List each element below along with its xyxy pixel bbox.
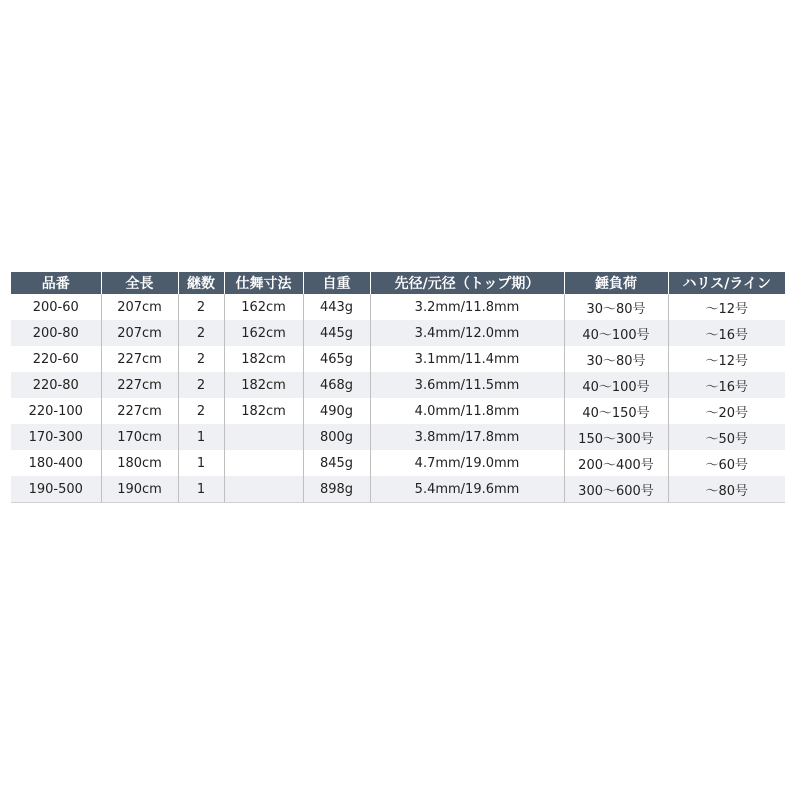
cell-part-number: 200-80: [11, 320, 101, 346]
table-row: [11, 476, 785, 503]
cell-total-length: 170cm: [101, 424, 178, 450]
cell-sinker-load: 40～100号: [564, 320, 668, 346]
header-cell-weight: 自重: [303, 272, 370, 294]
cell-diameter: 3.1mm/11.4mm: [370, 346, 564, 372]
cell-sinker-load: 150～300号: [564, 424, 668, 450]
cell-diameter: 3.2mm/11.8mm: [370, 294, 564, 320]
cell-line: ～60号: [668, 450, 785, 476]
cell-weight: 490g: [303, 398, 370, 424]
cell-line: ～50号: [668, 424, 785, 450]
cell-sections: 2: [178, 346, 224, 372]
header-cell-line: ハリス/ライン: [668, 272, 785, 294]
header-cell-sinker-load: 錘負荷: [564, 272, 668, 294]
header-cell-total-length: 全長: [101, 272, 178, 294]
spec-table: [11, 272, 785, 503]
cell-total-length: 207cm: [101, 294, 178, 320]
cell-closed-length: [224, 476, 303, 503]
cell-line: ～80号: [668, 476, 785, 503]
cell-diameter: 3.8mm/17.8mm: [370, 424, 564, 450]
cell-closed-length: 182cm: [224, 372, 303, 398]
cell-total-length: 180cm: [101, 450, 178, 476]
cell-line: ～16号: [668, 320, 785, 346]
cell-part-number: 170-300: [11, 424, 101, 450]
cell-weight: 445g: [303, 320, 370, 346]
cell-total-length: 190cm: [101, 476, 178, 503]
table-row: [11, 294, 785, 320]
cell-sinker-load: 30～80号: [564, 294, 668, 320]
cell-sections: 2: [178, 372, 224, 398]
cell-sinker-load: 30～80号: [564, 346, 668, 372]
cell-sections: 1: [178, 476, 224, 503]
header-cell-part-number: 品番: [11, 272, 101, 294]
cell-diameter: 4.0mm/11.8mm: [370, 398, 564, 424]
cell-closed-length: [224, 424, 303, 450]
cell-line: ～12号: [668, 346, 785, 372]
cell-part-number: 180-400: [11, 450, 101, 476]
cell-total-length: 227cm: [101, 372, 178, 398]
cell-line: ～20号: [668, 398, 785, 424]
table-row: [11, 320, 785, 346]
cell-total-length: 227cm: [101, 398, 178, 424]
cell-part-number: 190-500: [11, 476, 101, 503]
cell-diameter: 4.7mm/19.0mm: [370, 450, 564, 476]
cell-diameter: 3.4mm/12.0mm: [370, 320, 564, 346]
cell-closed-length: 182cm: [224, 346, 303, 372]
cell-closed-length: 162cm: [224, 320, 303, 346]
cell-closed-length: 182cm: [224, 398, 303, 424]
table-row: [11, 372, 785, 398]
cell-weight: 800g: [303, 424, 370, 450]
cell-sinker-load: 40～150号: [564, 398, 668, 424]
header-row: [11, 272, 785, 294]
cell-part-number: 220-80: [11, 372, 101, 398]
cell-sections: 2: [178, 398, 224, 424]
table-row: [11, 398, 785, 424]
cell-sinker-load: 200～400号: [564, 450, 668, 476]
cell-part-number: 200-60: [11, 294, 101, 320]
cell-part-number: 220-60: [11, 346, 101, 372]
cell-line: ～12号: [668, 294, 785, 320]
cell-weight: 465g: [303, 346, 370, 372]
cell-total-length: 207cm: [101, 320, 178, 346]
cell-part-number: 220-100: [11, 398, 101, 424]
header-cell-diameter: 先径/元径（トップ期）: [370, 272, 564, 294]
cell-sections: 2: [178, 294, 224, 320]
cell-sections: 1: [178, 424, 224, 450]
cell-weight: 443g: [303, 294, 370, 320]
header-cell-sections: 継数: [178, 272, 224, 294]
cell-sections: 1: [178, 450, 224, 476]
cell-sinker-load: 40～100号: [564, 372, 668, 398]
table-row: [11, 424, 785, 450]
cell-line: ～16号: [668, 372, 785, 398]
cell-closed-length: 162cm: [224, 294, 303, 320]
cell-sinker-load: 300～600号: [564, 476, 668, 503]
cell-closed-length: [224, 450, 303, 476]
cell-diameter: 5.4mm/19.6mm: [370, 476, 564, 503]
cell-diameter: 3.6mm/11.5mm: [370, 372, 564, 398]
cell-weight: 468g: [303, 372, 370, 398]
header-cell-closed-length: 仕舞寸法: [224, 272, 303, 294]
cell-sections: 2: [178, 320, 224, 346]
cell-weight: 898g: [303, 476, 370, 503]
cell-weight: 845g: [303, 450, 370, 476]
table-row: [11, 346, 785, 372]
table-row: [11, 450, 785, 476]
cell-total-length: 227cm: [101, 346, 178, 372]
